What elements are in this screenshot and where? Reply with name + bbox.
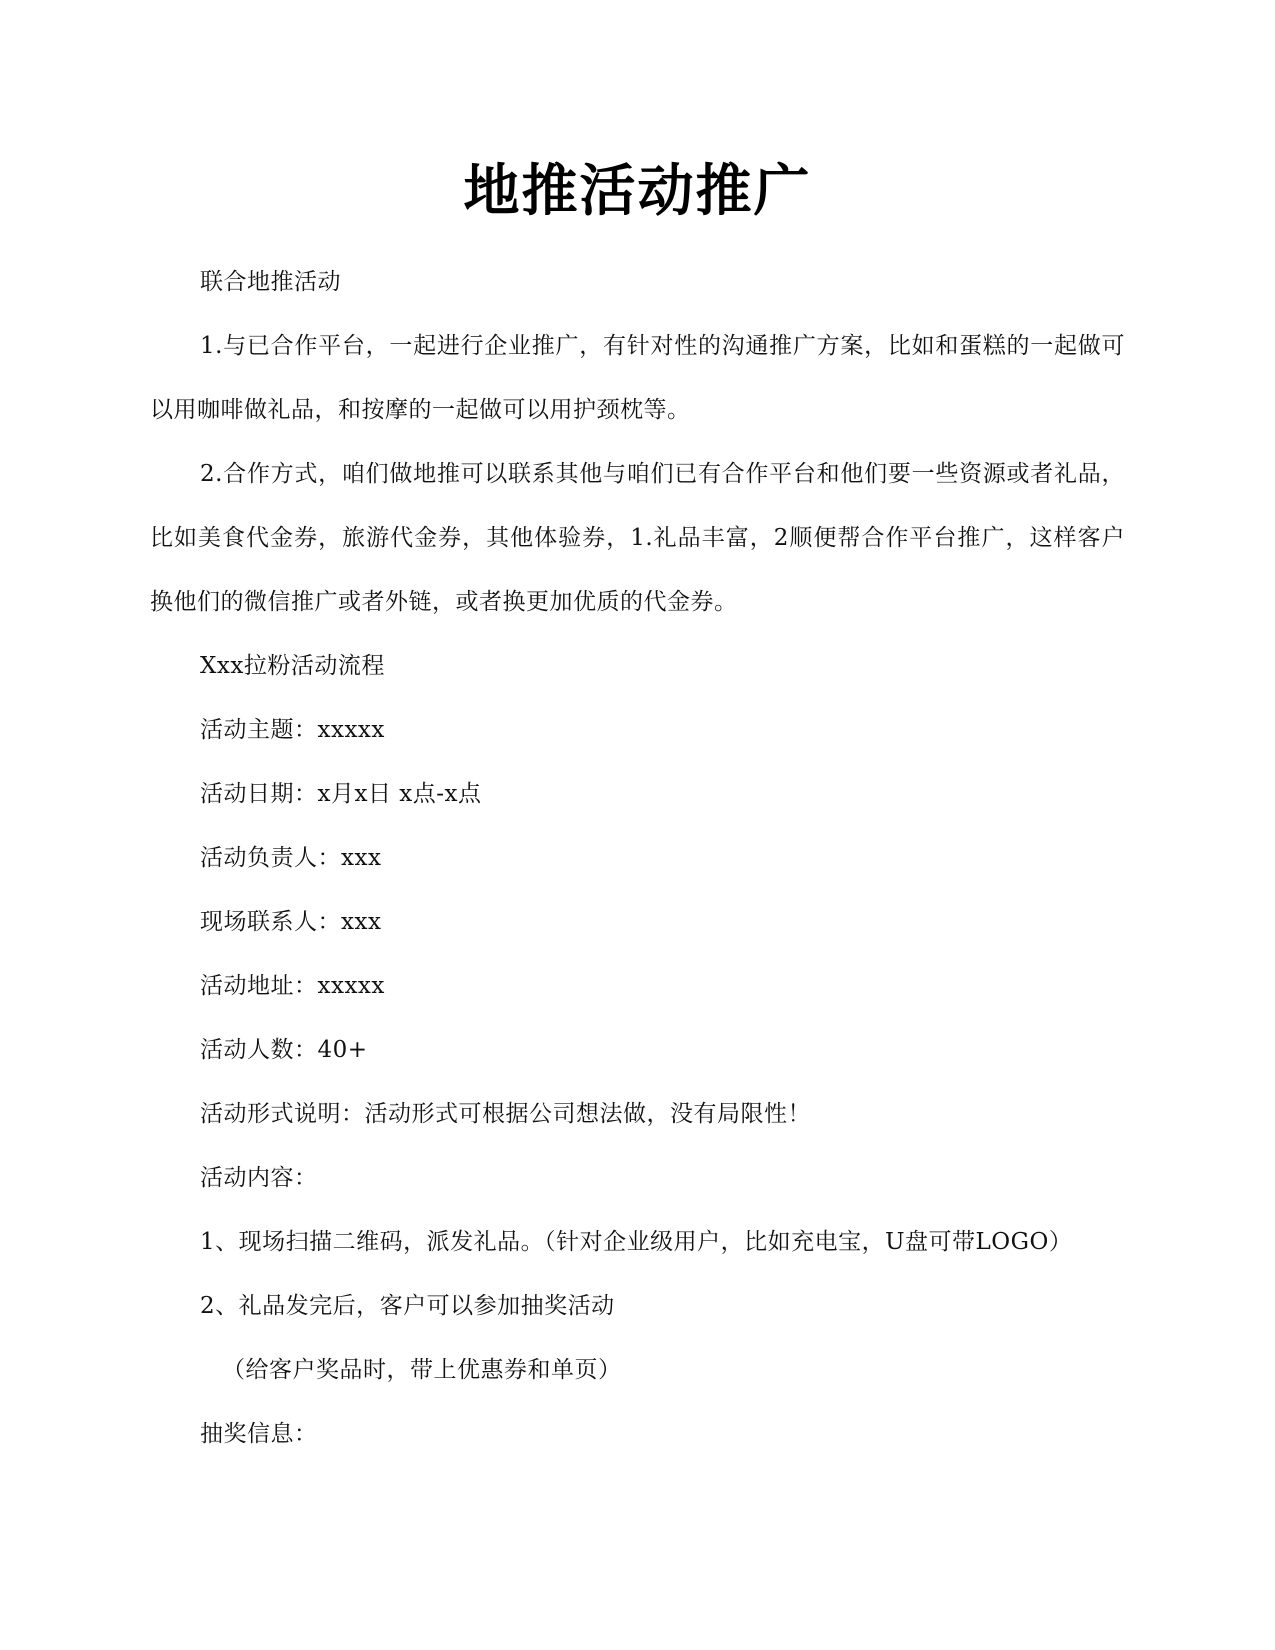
- section-heading-activity-flow: Xxx拉粉活动流程: [200, 653, 385, 679]
- activity-content-item-2: 2、礼品发完后，客户可以参加抽奖活动: [200, 1293, 615, 1319]
- onsite-contact: 现场联系人：xxx: [200, 909, 382, 935]
- activity-content-item-1: 1、现场扫描二维码，派发礼品。（针对企业级用户，比如充电宝，U盘可带LOGO）: [200, 1229, 1073, 1255]
- paragraph-cooperation-method: 2.合作方式，咱们做地推可以联系其他与咱们已有合作平台和他们要一些资源或者礼品，比如美食代金券，旅游代金券，其他体验券，1.礼品丰富，2顺便帮合作平台推广，这样客户换他们的微信推广或者外链，或者换更加优质的代金券。: [150, 461, 1125, 615]
- activity-form-description: 活动形式说明：活动形式可根据公司想法做，没有局限性！: [200, 1101, 811, 1127]
- paragraph-cooperation-promotion: 1.与已合作平台，一起进行企业推广，有针对性的沟通推广方案，比如和蛋糕的一起做可以用咖啡做礼品，和按摩的一起做可以用护颈枕等。: [150, 333, 1125, 423]
- section-heading-joint-promotion: 联合地推活动: [200, 269, 341, 295]
- activity-people-count: 活动人数：40+: [200, 1037, 368, 1063]
- activity-theme: 活动主题：xxxxx: [200, 717, 385, 743]
- lottery-info-heading: 抽奖信息：: [200, 1421, 318, 1447]
- activity-date: 活动日期：x月x日 x点-x点: [200, 781, 482, 807]
- document-body: [150, 250, 1125, 1466]
- document-title: 地推活动推广: [463, 159, 812, 224]
- activity-leader: 活动负责人：xxx: [200, 845, 382, 871]
- activity-content-note: （给客户奖品时，带上优惠券和单页）: [222, 1357, 622, 1383]
- activity-content-heading: 活动内容：: [200, 1165, 318, 1191]
- activity-address: 活动地址：xxxxx: [200, 973, 385, 999]
